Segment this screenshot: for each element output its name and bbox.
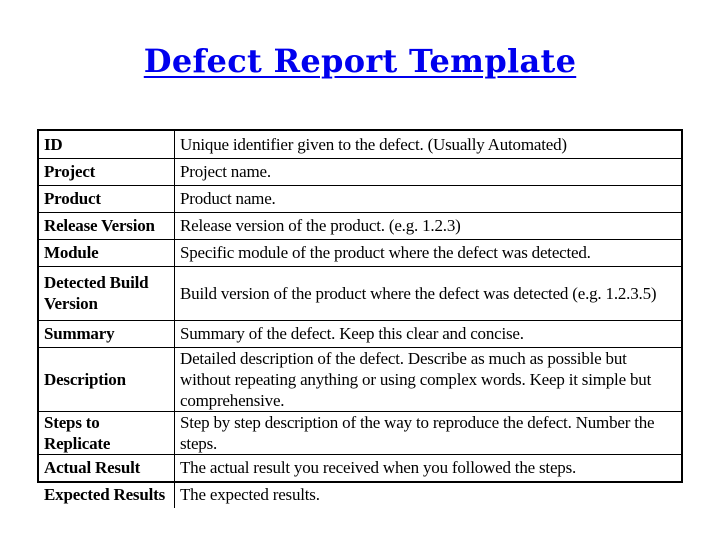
field-description: Unique identifier given to the defect. (Usually Automated) [175,131,682,158]
table-row [39,481,681,508]
field-description: Step by step description of the way to reproduce the defect. Number the steps. [175,411,682,454]
table-row [39,185,681,212]
field-name: Actual Result [39,454,175,481]
field-description: Release version of the product. (e.g. 1.2.3) [175,212,682,239]
field-description: Project name. [175,158,682,185]
field-description: Specific module of the product where the defect was detected. [175,239,682,266]
field-name: ID [39,131,175,158]
table-row [39,454,681,481]
field-name: Module [39,239,175,266]
field-description: Product name. [175,185,682,212]
field-name: Product [39,185,175,212]
field-name: Description [39,347,175,411]
page-title: Defect Report Template [143,42,577,80]
field-description: Detailed description of the defect. Describe as much as possible but without repeating anything or using complex words. Keep it simple but comprehensive. [175,347,682,411]
table-row [39,131,681,158]
field-description: Summary of the defect. Keep this clear and concise. [175,320,682,347]
table-row [39,239,681,266]
table-row [39,212,681,239]
field-name: Summary [39,320,175,347]
field-name: Expected Results [39,481,175,508]
field-description: The expected results. [175,481,682,508]
table-row [39,158,681,185]
field-description: Build version of the product where the defect was detected (e.g. 1.2.3.5) [175,266,682,320]
table-row [39,411,681,454]
field-name: Release Version [39,212,175,239]
field-name: Project [39,158,175,185]
table-row [39,347,681,411]
field-name: Steps to Replicate [39,411,175,454]
table-row [39,320,681,347]
field-description: The actual result you received when you followed the steps. [175,454,682,481]
field-name: Detected Build Version [39,266,175,320]
defect-report-table [37,129,683,505]
table-row [39,266,681,320]
